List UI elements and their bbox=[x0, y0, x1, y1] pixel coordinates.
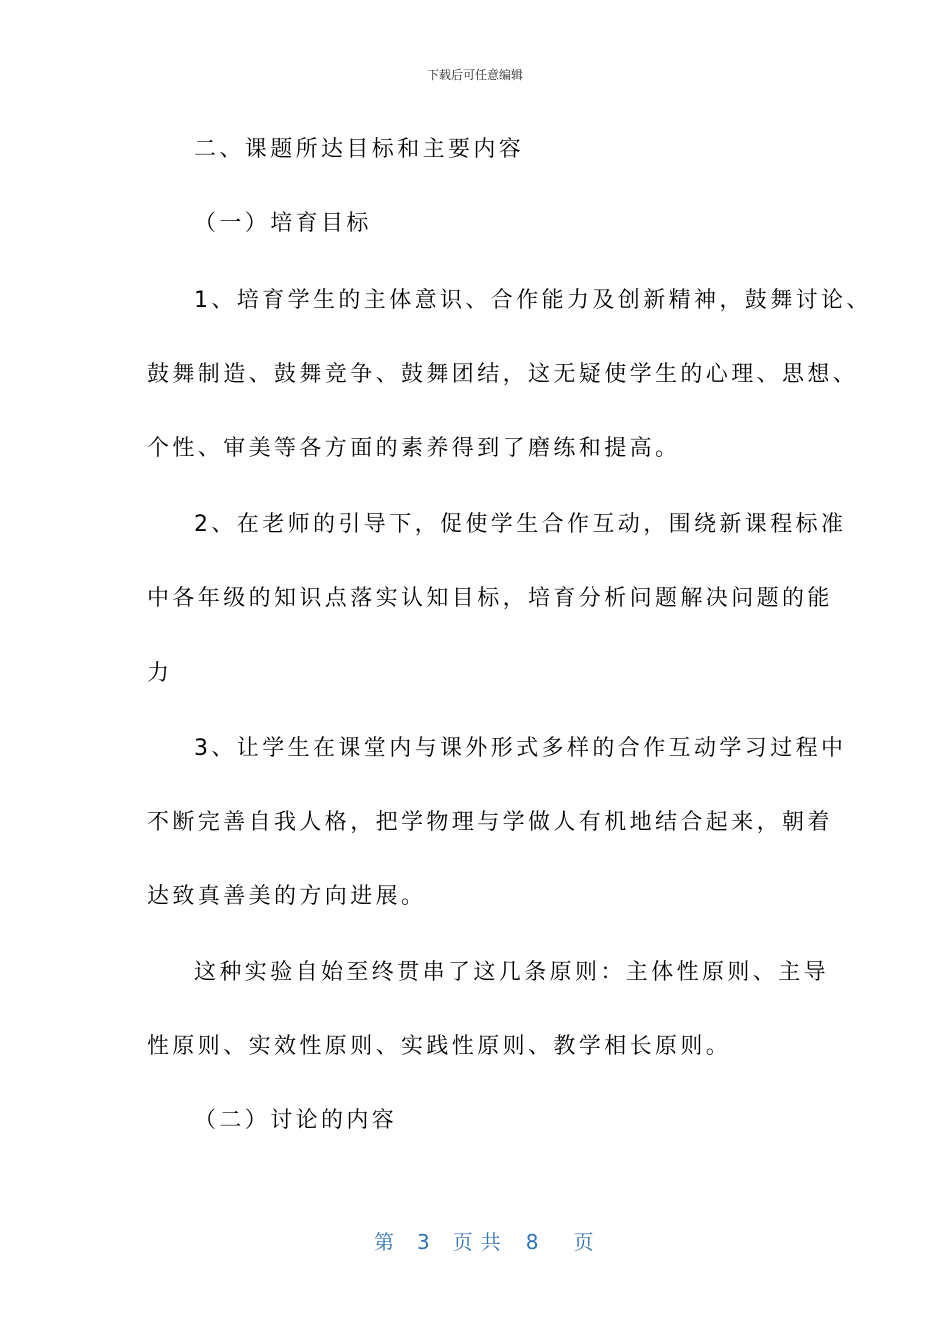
page-footer bbox=[374, 1226, 593, 1255]
paragraph-line: 3、让学生在课堂内与课外形式多样的合作互动学习过程中 bbox=[194, 736, 847, 761]
page-header-note: 下载后可任意编辑 bbox=[426, 68, 523, 82]
paragraph-line: 力 bbox=[147, 661, 173, 686]
footer-middle: 页共 bbox=[452, 1230, 509, 1254]
paragraph-line: 1、培育学生的主体意识、合作能力及创新精神，鼓舞讨论、 bbox=[194, 288, 872, 313]
paragraph-line: 不断完善自我人格，把学物理与学做人有机地结合起来，朝着 bbox=[147, 810, 833, 835]
subsection-heading: （一）培育目标 bbox=[194, 211, 372, 236]
paragraph-line: 鼓舞制造、鼓舞竞争、鼓舞团结，这无疑使学生的心理、思想、 bbox=[147, 362, 859, 387]
paragraph-line: 这种实验自始至终贯串了这几条原则：主体性原则、主导 bbox=[194, 960, 830, 985]
footer-prefix: 第 bbox=[374, 1230, 394, 1254]
section-heading: 二、课题所达目标和主要内容 bbox=[194, 137, 525, 162]
paragraph-line: 性原则、实效性原则、实践性原则、教学相长原则。 bbox=[147, 1034, 732, 1059]
paragraph-line: 达致真善美的方向进展。 bbox=[147, 884, 427, 909]
paragraph-line: 中各年级的知识点落实认知目标，培育分析问题解决问题的能 bbox=[147, 586, 833, 611]
subsection-heading: （二）讨论的内容 bbox=[194, 1108, 398, 1133]
footer-page-number: 3 bbox=[416, 1230, 430, 1254]
paragraph-line: 2、在老师的引导下，促使学生合作互动，围绕新课程标准 bbox=[194, 512, 847, 537]
footer-total-pages: 8 bbox=[525, 1230, 539, 1254]
footer-suffix: 页 bbox=[573, 1230, 594, 1254]
paragraph-line: 个性、审美等各方面的素养得到了磨练和提高。 bbox=[147, 436, 681, 461]
